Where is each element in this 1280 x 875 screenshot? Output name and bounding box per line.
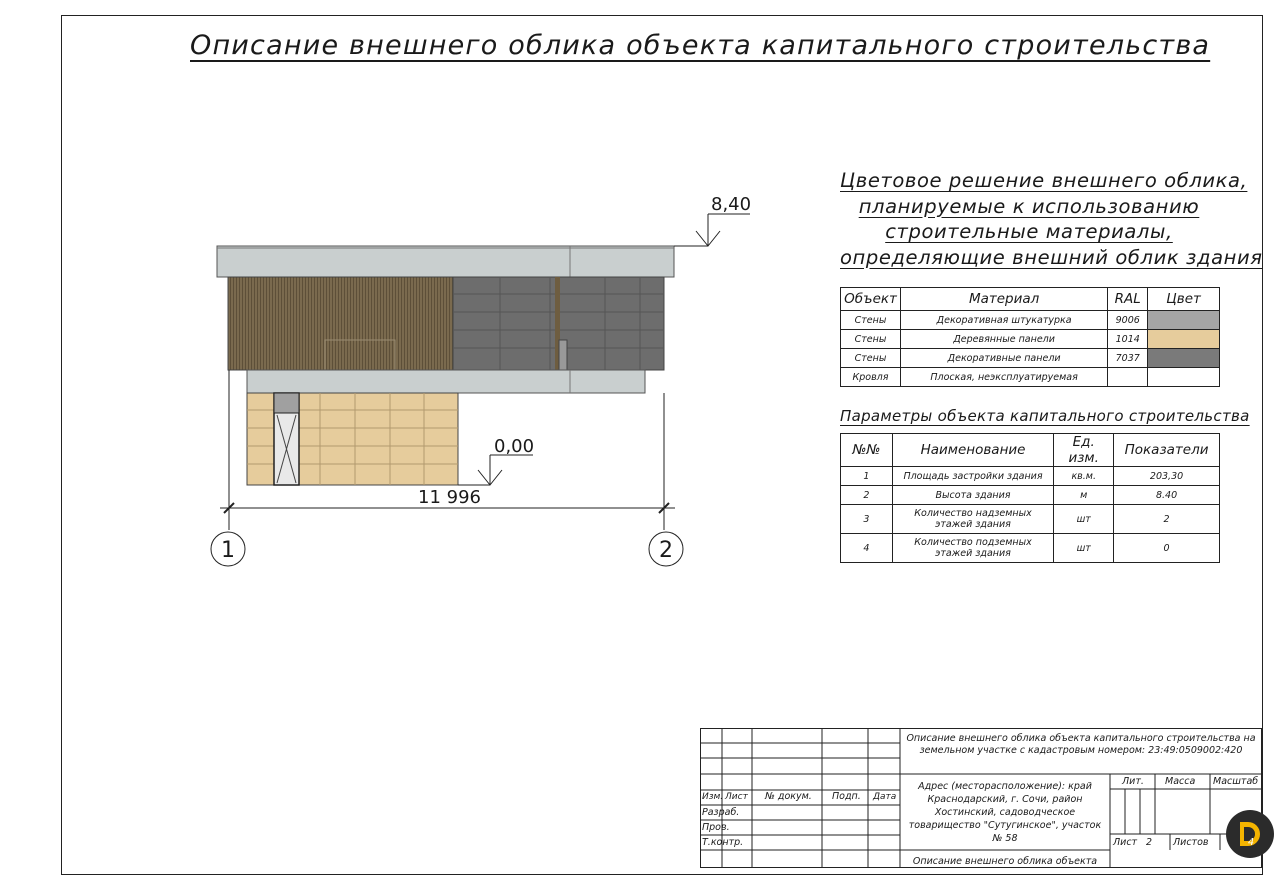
materials-table [840, 287, 1220, 387]
stamp-header-doc: № докум. [765, 791, 812, 802]
table-row: 4 Количество подземных этажей здания шт 0 [841, 534, 1220, 563]
stamp-header-date: Дата [873, 792, 897, 802]
stamp-role-checked: Пров. [702, 822, 730, 833]
stamp-project-title: Описание внешнего облика объекта капитального строительства на земельном участке с кадастровым номером: 23:49:0509002:420 [906, 733, 1256, 756]
stamp-sheets-label: Листов [1173, 837, 1209, 848]
col-header-number: №№ [841, 434, 893, 467]
col-header-name: Наименование [892, 434, 1054, 467]
level-top-label: 8,40 [711, 194, 752, 215]
stamp-lit-label: Лит. [1122, 776, 1144, 787]
table-row: 1 Площадь застройки здания кв.м. 203,30 [841, 467, 1220, 486]
page-title: Описание внешнего облика объекта капитального строительства [190, 30, 1211, 61]
roof-slab [217, 246, 674, 277]
table-row: Стены Деревянные панели 1014 [841, 330, 1220, 349]
color-swatch [1148, 330, 1220, 349]
dimension-label: 11 996 [418, 487, 481, 508]
stamp-sheet-label: Лист [1113, 837, 1138, 848]
title-block [700, 728, 1262, 868]
color-swatch [1148, 311, 1220, 330]
stamp-header-list: Лист [725, 792, 748, 802]
level-ground-label: 0,00 [494, 436, 535, 457]
table-row: Стены Декоративная штукатурка 9006 [841, 311, 1220, 330]
col-header-ral: RAL [1108, 288, 1148, 311]
brand-logo-icon [1226, 810, 1274, 858]
middle-slab [247, 370, 645, 393]
col-header-object: Объект [841, 288, 901, 311]
materials-heading: Цветовое решение внешнего облика, планируемые к использованию строительные материалы, определяющие внешний облик здания [840, 169, 1263, 269]
axis-label-2: 2 [659, 538, 673, 563]
params-table [840, 433, 1220, 563]
table-row: Стены Декоративные панели 7037 [841, 349, 1220, 368]
axis-label-1: 1 [221, 538, 235, 563]
table-row: Кровля Плоская, неэксплуатируемая [841, 368, 1220, 387]
stamp-role-control: Т.контр. [702, 837, 744, 848]
col-header-value: Показатели [1114, 434, 1220, 467]
stamp-sheets-value: 4 [1248, 837, 1255, 848]
color-swatch [1148, 368, 1220, 387]
col-header-unit: Ед. изм. [1054, 434, 1114, 467]
stamp-address: Адрес (месторасположение): край Краснодарский, г. Сочи, район Хостинский, садоводческое товарищество "Сутугинское", участок № 58 [908, 781, 1102, 844]
table-row: 3 Количество надземных этажей здания шт 2 [841, 505, 1220, 534]
building-elevation [200, 190, 752, 580]
col-header-color: Цвет [1148, 288, 1220, 311]
color-swatch [1148, 349, 1220, 368]
stamp-header-sign: Подп. [832, 791, 861, 802]
stamp-sheet-title: Описание внешнего облика объекта [912, 856, 1098, 867]
stamp-scale-label: Масштаб [1213, 776, 1259, 787]
stamp-sheet-value: 2 [1146, 837, 1153, 848]
stamp-header-izm: Изм. [702, 792, 724, 802]
col-header-material: Материал [900, 288, 1107, 311]
params-heading: Параметры объекта капитального строительства [840, 407, 1250, 425]
stamp-role-developer: Разраб. [702, 807, 740, 818]
stamp-mass-label: Масса [1165, 776, 1196, 787]
table-row: 2 Высота здания м 8.40 [841, 486, 1220, 505]
wood-panel-facade [228, 277, 455, 370]
